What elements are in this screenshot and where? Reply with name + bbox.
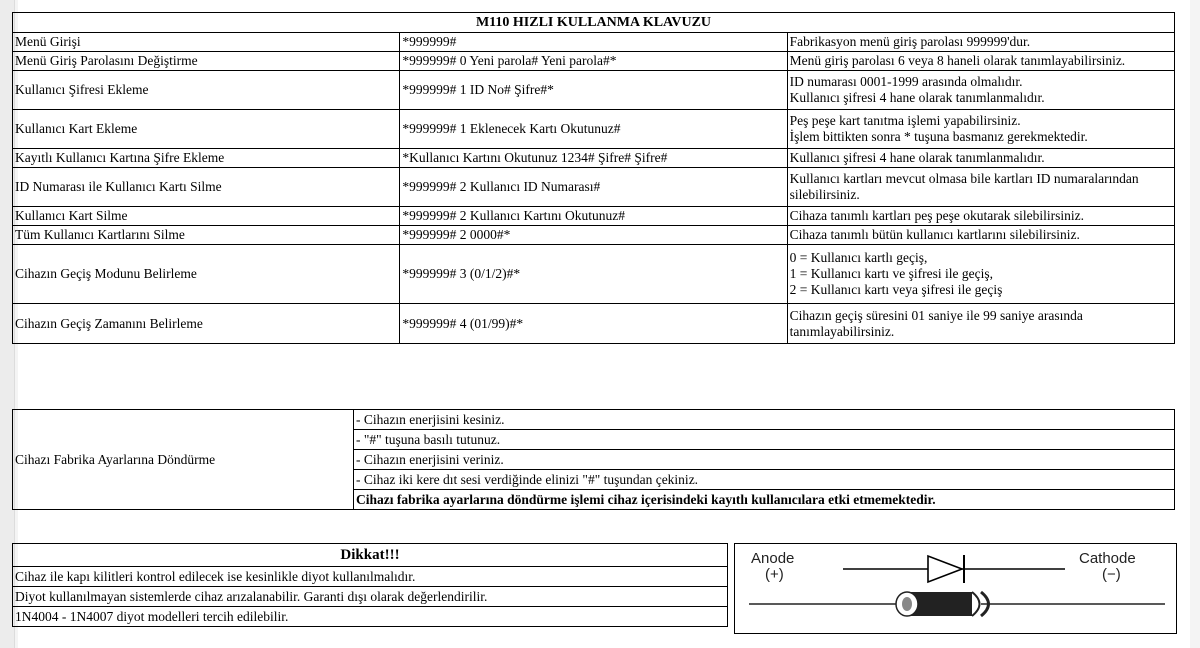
command-cell: *999999# 4 (01/99)#* bbox=[400, 304, 787, 344]
command-cell: *999999# 2 Kullanıcı Kartını Okutunuz# bbox=[400, 207, 787, 226]
guide-title: M110 HIZLI KULLANMA KLAVUZU bbox=[13, 13, 1175, 33]
reset-step: - "#" tuşuna basılı tutunuz. bbox=[354, 430, 1175, 450]
operation-cell: Menü Girişi bbox=[13, 33, 400, 52]
operation-cell: Kayıtlı Kullanıcı Kartına Şifre Ekleme bbox=[13, 149, 400, 168]
command-cell: *999999# 1 Eklenecek Kartı Okutunuz# bbox=[400, 110, 787, 149]
table-row bbox=[13, 33, 1175, 52]
quick-guide-table bbox=[12, 12, 1175, 344]
description-cell: Cihazın geçiş süresini 01 saniye ile 99 saniye arasında tanımlayabilirsiniz. bbox=[787, 304, 1174, 344]
table-row bbox=[13, 567, 728, 587]
reset-step: - Cihazın enerjisini veriniz. bbox=[354, 450, 1175, 470]
operation-cell: Tüm Kullanıcı Kartlarını Silme bbox=[13, 226, 400, 245]
description-cell: Kullanıcı şifresi 4 hane olarak tanımlanmalıdır. bbox=[787, 149, 1174, 168]
warning-line: Diyot kullanılmayan sistemlerde cihaz arızalanabilir. Garanti dışı olarak değerlendirilir. bbox=[13, 587, 728, 607]
table-row bbox=[13, 168, 1175, 207]
command-cell: *999999# 1 ID No# Şifre#* bbox=[400, 71, 787, 110]
table-row bbox=[13, 587, 728, 607]
diode-diagram bbox=[734, 543, 1177, 634]
operation-cell: ID Numarası ile Kullanıcı Kartı Silme bbox=[13, 168, 400, 207]
description-cell: Kullanıcı kartları mevcut olmasa bile kartları ID numaralarından silebilirsiniz. bbox=[787, 168, 1174, 207]
table-row bbox=[13, 304, 1175, 344]
table-row bbox=[13, 226, 1175, 245]
factory-reset-label: Cihazı Fabrika Ayarlarına Döndürme bbox=[13, 410, 354, 510]
description-cell: Menü giriş parolası 6 veya 8 haneli olarak tanımlayabilirsiniz. bbox=[787, 52, 1174, 71]
command-cell: *Kullanıcı Kartını Okutunuz 1234# Şifre# Şifre# bbox=[400, 149, 787, 168]
table-row bbox=[13, 149, 1175, 168]
operation-cell: Kullanıcı Şifresi Ekleme bbox=[13, 71, 400, 110]
table-row bbox=[13, 71, 1175, 110]
anode-label: Anode bbox=[751, 550, 795, 567]
table-row bbox=[13, 607, 728, 627]
table-row bbox=[13, 110, 1175, 149]
diode-component-icon bbox=[749, 592, 1165, 616]
reset-step: - Cihaz iki kere dıt sesi verdiğinde elinizi "#" tuşundan çekiniz. bbox=[354, 470, 1175, 490]
command-cell: *999999# 2 0000#* bbox=[400, 226, 787, 245]
command-cell: *999999# 3 (0/1/2)#* bbox=[400, 245, 787, 304]
command-cell: *999999# 2 Kullanıcı ID Numarası# bbox=[400, 168, 787, 207]
cathode-sign: (−) bbox=[1102, 566, 1121, 583]
operation-cell: Cihazın Geçiş Modunu Belirleme bbox=[13, 245, 400, 304]
table-row bbox=[13, 207, 1175, 226]
reset-step: - Cihazın enerjisini kesiniz. bbox=[354, 410, 1175, 430]
operation-cell: Kullanıcı Kart Silme bbox=[13, 207, 400, 226]
command-cell: *999999# 0 Yeni parola# Yeni parola#* bbox=[400, 52, 787, 71]
description-cell: 0 = Kullanıcı kartlı geçiş, 1 = Kullanıcı kartı ve şifresi ile geçiş, 2 = Kullanıcı kartı veya şifresi ile geçiş bbox=[787, 245, 1174, 304]
warning-title: Dikkat!!! bbox=[13, 544, 728, 567]
factory-reset-table bbox=[12, 409, 1175, 510]
command-cell: *999999# bbox=[400, 33, 787, 52]
operation-cell: Menü Giriş Parolasını Değiştirme bbox=[13, 52, 400, 71]
anode-sign: (+) bbox=[765, 566, 784, 583]
operation-cell: Kullanıcı Kart Ekleme bbox=[13, 110, 400, 149]
operation-cell: Cihazın Geçiş Zamanını Belirleme bbox=[13, 304, 400, 344]
description-cell: Peş peşe kart tanıtma işlemi yapabilirsiniz. İşlem bittikten sonra * tuşuna basmanız gerekmektedir. bbox=[787, 110, 1174, 149]
cathode-label: Cathode bbox=[1079, 550, 1136, 567]
diode-svg bbox=[735, 544, 1178, 635]
description-cell: Cihaza tanımlı kartları peş peşe okutarak silebilirsiniz. bbox=[787, 207, 1174, 226]
diode-symbol-icon bbox=[843, 555, 1065, 583]
table-row bbox=[13, 52, 1175, 71]
table-row bbox=[13, 410, 1175, 430]
warning-table bbox=[12, 543, 728, 627]
table-row bbox=[13, 245, 1175, 304]
description-cell: Cihaza tanımlı bütün kullanıcı kartlarını silebilirsiniz. bbox=[787, 226, 1174, 245]
warning-line: Cihaz ile kapı kilitleri kontrol edilecek ise kesinlikle diyot kullanılmalıdır. bbox=[13, 567, 728, 587]
reset-note: Cihazı fabrika ayarlarına döndürme işlemi cihaz içerisindeki kayıtlı kullanıcılara etki etmemektedir. bbox=[354, 490, 1175, 510]
description-cell: ID numarası 0001-1999 arasında olmalıdır. Kullanıcı şifresi 4 hane olarak tanımlanmalıdır. bbox=[787, 71, 1174, 110]
description-cell: Fabrikasyon menü giriş parolası 999999'dur. bbox=[787, 33, 1174, 52]
warning-line: 1N4004 - 1N4007 diyot modelleri tercih edilebilir. bbox=[13, 607, 728, 627]
